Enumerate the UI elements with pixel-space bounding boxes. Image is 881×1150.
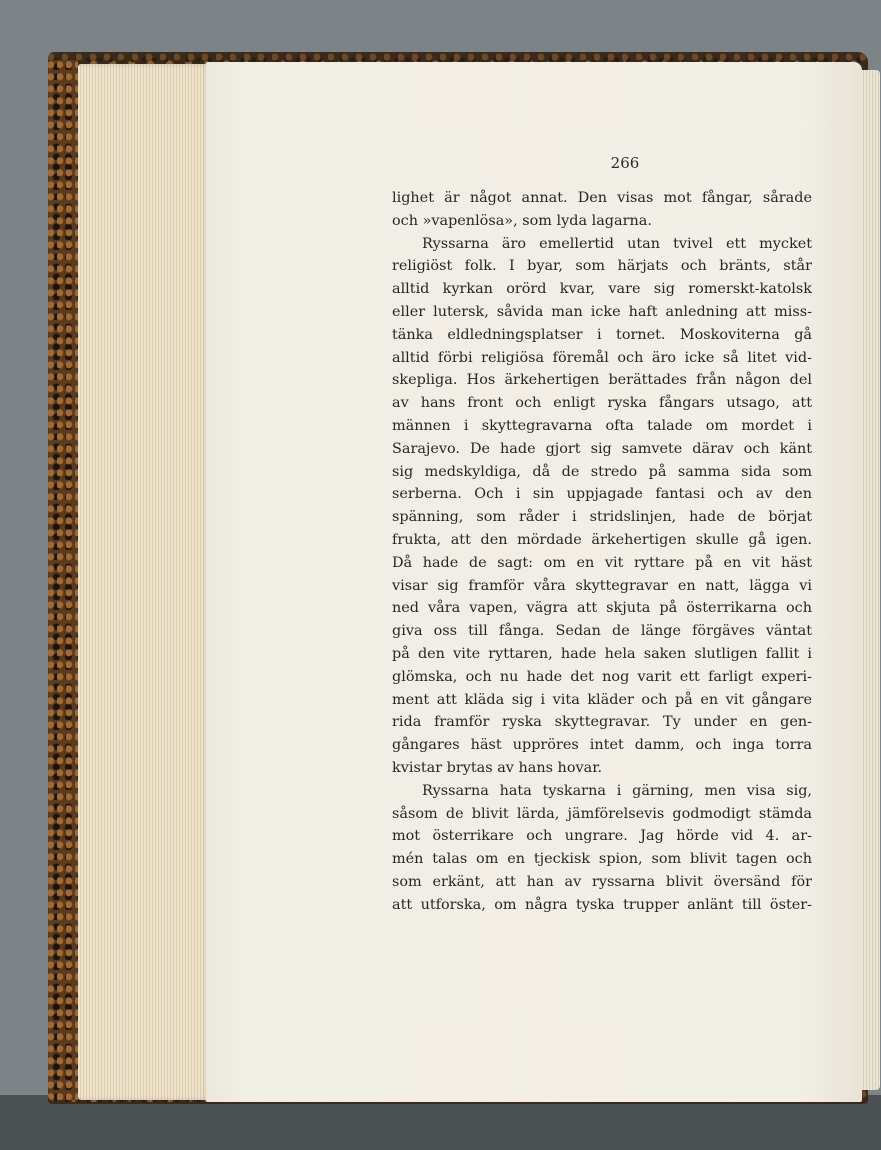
text-line: eller lutersk, såvida man icke haft anledning att miss-	[392, 303, 812, 320]
text-line: serberna. Och i sin uppjagade fantasi och av den	[392, 486, 812, 503]
text-line: mén talas om en tjeckisk spion, som blivit tagen och	[392, 851, 812, 868]
text-line: såsom de blivit lärda, jämförelsevis godmodigt stämda	[392, 805, 812, 822]
text-line: av hans front och enligt ryska fångars utsago, att	[392, 395, 812, 412]
text-line: tänka eldledningsplatser i tornet. Moskoviterna gå	[392, 326, 812, 343]
text-line: spänning, som råder i stridslinjen, hade de börjat	[392, 509, 812, 526]
book-page	[206, 62, 862, 1102]
text-line: rida framför ryska skyttegravar. Ty under en gen-	[392, 714, 812, 731]
text-line: och »vapenlösa», som lyda lagarna.	[392, 212, 652, 229]
text-line: Ryssarna hata tyskarna i gärning, men visa sig,	[422, 782, 812, 799]
text-line: Då hade de sagt: om en vit ryttare på en vit häst	[392, 554, 812, 571]
text-line: skepliga. Hos ärkehertigen berättades från någon del	[392, 372, 812, 389]
text-line: frukta, att den mördade ärkehertigen skulle gå igen.	[392, 531, 812, 548]
text-line: Ryssarna äro emellertid utan tvivel ett mycket	[422, 235, 812, 252]
text-line: på den vite ryttaren, hade hela saken slutligen fallit i	[392, 645, 812, 662]
text-line: ned våra vapen, vägra att skjuta på österrikarna och	[392, 600, 812, 617]
text-line: männen i skyttegravarna ofta talade om mordet i	[392, 417, 812, 434]
text-line: sig medskyldiga, då de stredo på samma sida som	[392, 463, 812, 480]
text-line: att utforska, om några tyska trupper anlänt till öster-	[392, 896, 812, 913]
text-line: lighet är något annat. Den visas mot fångar, sårade	[392, 190, 812, 206]
text-line: alltid förbi religiösa föremål och äro icke så litet vid-	[392, 349, 812, 366]
text-line: gångares häst uppröres intet damm, och inga torra	[392, 737, 812, 754]
text-line: religiöst folk. I byar, som härjats och bränts, står	[392, 258, 812, 275]
text-line: giva oss till fånga. Sedan de länge förgäves väntat	[392, 623, 812, 640]
text-line: visar sig framför våra skyttegravar en natt, lägga vi	[392, 577, 812, 594]
text-line: mot österrikare och ungrare. Jag hörde vid 4. ar-	[392, 828, 812, 845]
page-stack-left	[78, 64, 210, 1100]
text-line: Sarajevo. De hade gjort sig samvete därav och känt	[392, 440, 812, 457]
text-line: glömska, och nu hade det nog varit ett farligt experi-	[392, 668, 812, 685]
text-line: som erkänt, att han av ryssarna blivit översänd för	[392, 873, 812, 890]
body-text	[392, 187, 812, 917]
page-number: 266	[610, 154, 640, 172]
text-line: ment att kläda sig i vita kläder och på en vit gångare	[392, 691, 812, 708]
text-line: alltid kyrkan orörd kvar, vare sig romerskt-katolsk	[392, 281, 812, 298]
text-line: kvistar brytas av hans hovar.	[392, 759, 603, 776]
book-spine-marbled	[48, 60, 78, 1100]
